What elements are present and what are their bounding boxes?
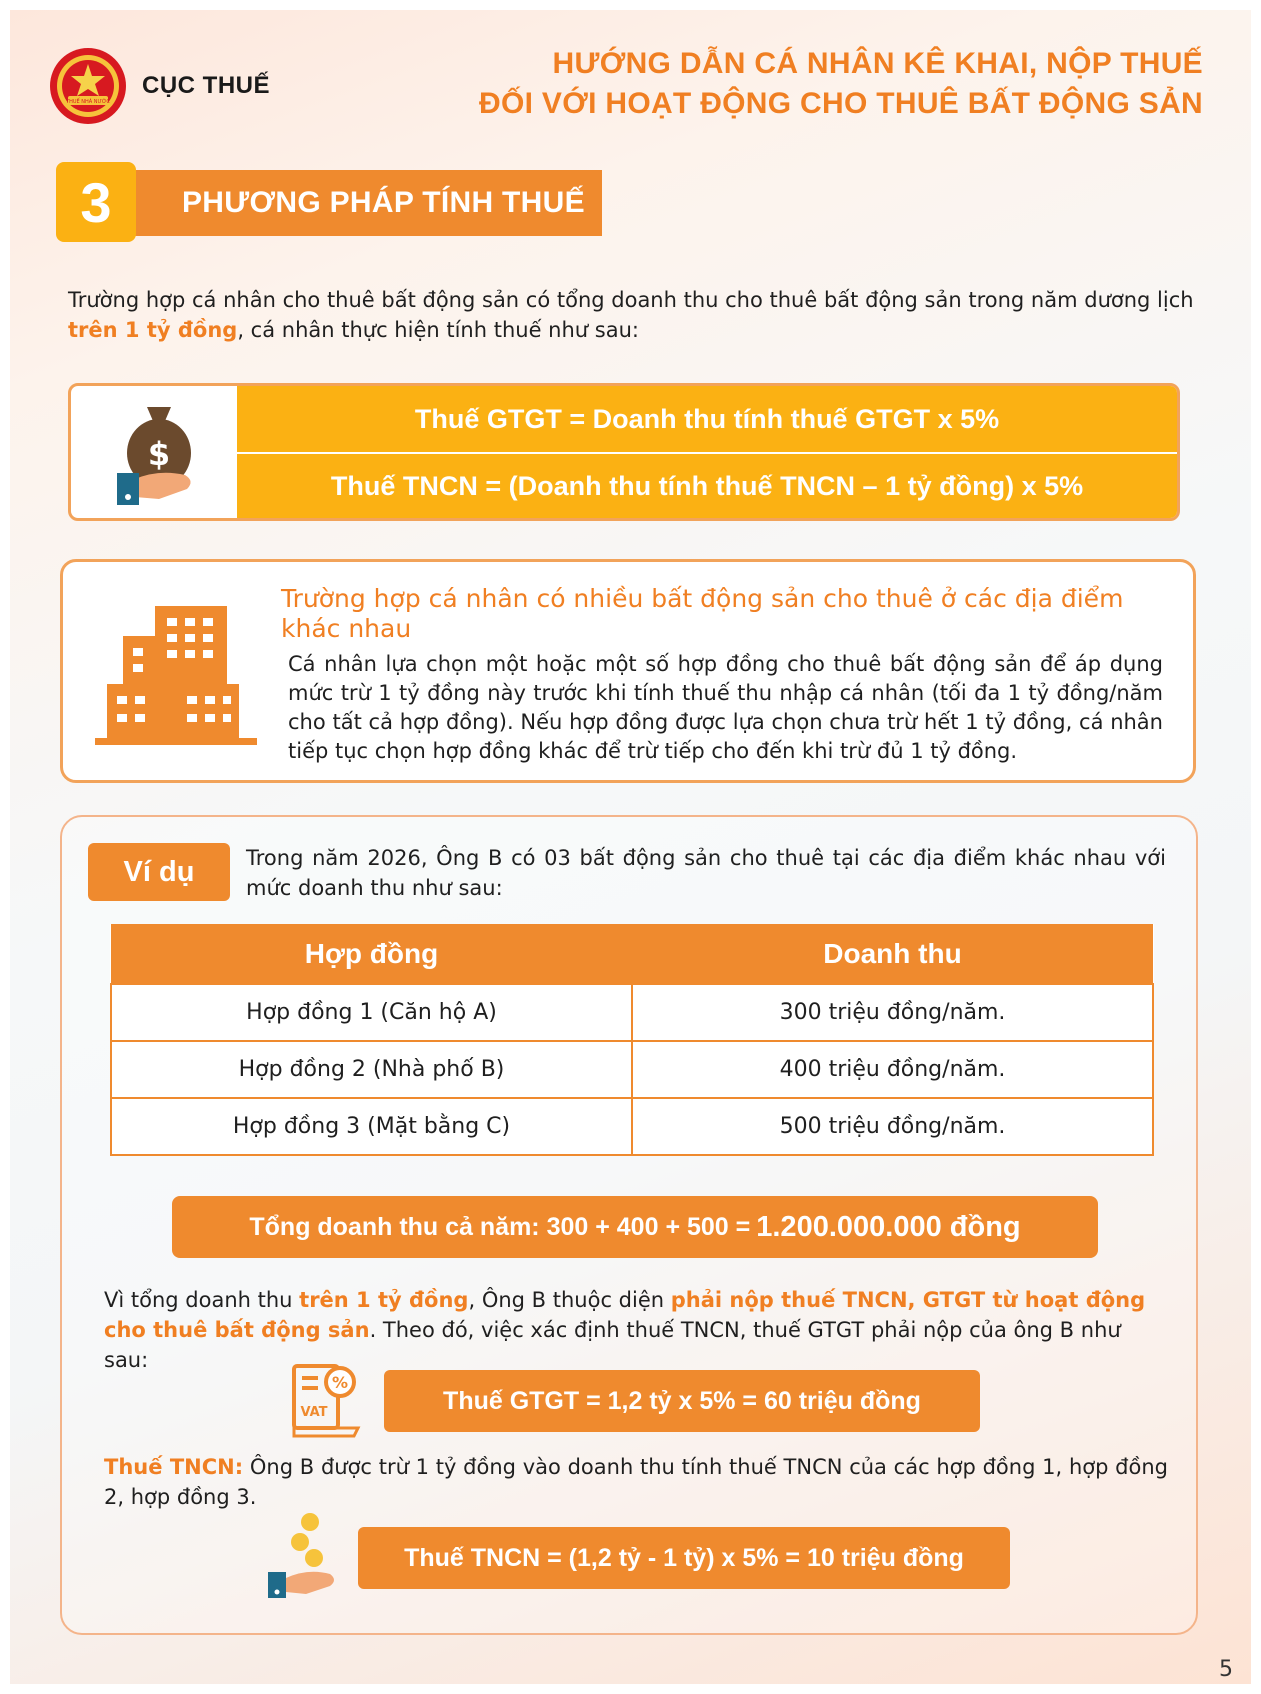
gtgt-calculation: Thuế GTGT = 1,2 tỷ x 5% = 60 triệu đồng [384,1370,980,1432]
total-label: Tổng doanh thu cả năm: 300 + 400 + 500 = [249,1212,751,1241]
reason-highlight-1: trên 1 tỷ đồng [299,1288,469,1312]
national-emblem-icon [48,46,128,126]
reason-text-3: . Theo đó, việc xác định thuế TNCN, thuế GTGT phải nộp của ông B như sau: [104,1318,1121,1372]
reason-text-2: , Ông B thuộc diện [468,1288,671,1312]
reason-text-1: Vì tổng doanh thu [104,1288,300,1312]
example-intro: Trong năm 2026, Ông B có 03 bất động sản cho thuê tại các địa điểm khác nhau với mức doanh thu như sau: [246,846,1166,900]
header-contract: Hợp đồng [111,924,632,984]
total-revenue-banner [172,1196,1098,1258]
table-row [111,1041,1153,1098]
vat-icon-text: VAT [300,1405,328,1420]
title-line-2: ĐỐI VỚI HOẠT ĐỘNG CHO THUÊ BẤT ĐỘNG SẢN [479,87,1203,120]
table-row [111,984,1153,1041]
total-value: 1.200.000.000 đồng [756,1210,1021,1243]
page [10,10,1251,1684]
cell-contract: Hợp đồng 3 (Mặt bằng C) [111,1098,632,1155]
emblem-text: THUẾ NHÀ NƯỚC [66,99,110,105]
header-logo [48,46,270,126]
title-line-1: HƯỚNG DẪN CÁ NHÂN KÊ KHAI, NỘP THUẾ [552,47,1203,80]
section-number: 3 [56,162,136,242]
svg-text:%: % [331,1373,349,1392]
svg-text:$: $ [147,435,171,473]
intro-paragraph [68,285,1208,345]
money-bag-hand-icon [71,386,237,518]
formula-tncn: Thuế TNCN = (Doanh thu tính thuế TNCN – 1 tỷ đồng) x 5% [237,454,1177,518]
intro-text-2: , cá nhân thực hiện tính thuế như sau: [237,318,639,342]
multi-property-title: Trường hợp cá nhân có nhiều bất động sản cho thuê ở các địa điểm khác nhau [281,584,1124,643]
intro-highlight: trên 1 tỷ đồng [68,318,238,342]
formula-gtgt: Thuế GTGT = Doanh thu tính thuế GTGT x 5% [237,386,1177,452]
cell-contract: Hợp đồng 2 (Nhà phố B) [111,1041,632,1098]
agency-name: CỤC THUẾ [142,72,270,99]
table-header-row [111,924,1153,984]
document-title [479,44,1203,124]
reason-paragraph [104,1285,1168,1375]
section-title-text: PHƯƠNG PHÁP TÍNH THUẾ [182,186,585,219]
tncn-calculation: Thuế TNCN = (1,2 tỷ - 1 tỷ) x 5% = 10 triệu đồng [358,1527,1010,1589]
tncn-note [104,1452,1168,1512]
header-revenue: Doanh thu [632,924,1153,984]
table-row [111,1098,1153,1155]
multi-property-body: Cá nhân lựa chọn một hoặc một số hợp đồng cho thuê bất động sản để áp dụng mức trừ 1 tỷ đồng này trước khi tính thuế thu nhập cá nhân (tối đa 1 tỷ đồng/năm cho tất cả hợp đồng). Nếu hợp đồng được lựa chọn chưa trừ hết 1 tỷ đồng, cá nhân tiếp tục chọn hợp đồng khác để trừ tiếp cho đến khi trừ đủ 1 tỷ đồng. [288,652,1163,763]
multi-property-box [60,559,1196,783]
section-title [122,170,602,236]
intro-text-1: Trường hợp cá nhân cho thuê bất động sản có tổng doanh thu cho thuê bất động sản trong năm dương lịch [68,288,1194,312]
page-number: 5 [1219,1657,1233,1682]
tncn-note-label: Thuế TNCN: [104,1455,244,1479]
coins-hand-icon [262,1512,342,1598]
example-tag: Ví dụ [88,843,230,901]
formula-box [68,383,1180,521]
cell-revenue: 300 triệu đồng/năm. [632,984,1153,1041]
contracts-table [110,924,1154,1156]
building-icon [89,600,259,750]
cell-revenue: 400 triệu đồng/năm. [632,1041,1153,1098]
vat-document-icon [288,1360,362,1440]
cell-revenue: 500 triệu đồng/năm. [632,1098,1153,1155]
cell-contract: Hợp đồng 1 (Căn hộ A) [111,984,632,1041]
reason-highlight-2: phải nộp thuế TNCN, GTGT từ hoạt động cho thuê bất động sản [104,1288,1146,1342]
tncn-note-text: Ông B được trừ 1 tỷ đồng vào doanh thu tính thuế TNCN của các hợp đồng 1, hợp đồng 2, hợp đồng 3. [104,1455,1168,1509]
